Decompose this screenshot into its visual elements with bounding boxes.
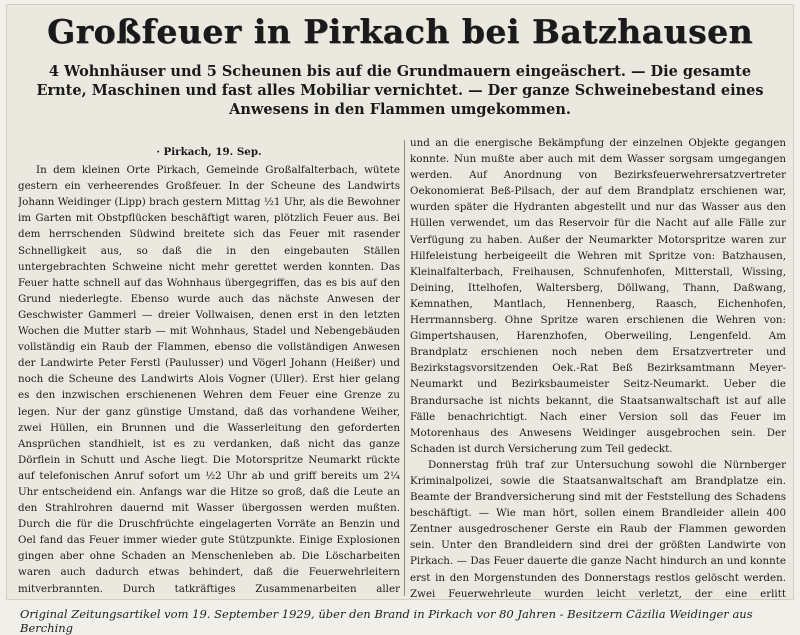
dateline: · Pirkach, 19. Sep.	[156, 146, 262, 158]
paragraph: Donnerstag früh traf zur Untersuchung sowohl die Nürnberger Kriminalpolizei, sowie die Staatsanwaltschaft am Brandplatze ein. Beamte der Brandversicherung sind mit der Feststellung des Schadens beschäftigt. — Wie man hört, sollen einem Brandleider allein 400 Zentner ausgedroschener Gerste ein Raub der Flammen geworden sein. Unter den Brandleidern sind drei der größten Landwirte von Pirkach. — Das Feuer dauerte die ganze Nacht hindurch an und konnte erst in den Morgenstunden des Donnerstags restlos gelöscht werden. Zwei Feuerwehrleute wurden leicht verletzt, der eine erlitt	[410, 458, 786, 600]
subhead-line-1: 4 Wohnhäuser und 5 Scheunen bis auf die Grundmauern eingeäschert. — Die gesamte	[48, 63, 752, 80]
subhead-line-3: Anwesens in den Flammen umgekommen.	[229, 101, 571, 118]
paragraph: In dem kleinen Orte Pirkach, Gemeinde Großalfalterbach, wütete gestern ein verheerendes Großfeuer. In der Scheune des Landwirts Johann Weidinger (Lipp) brach gestern Mittag ½1 Uhr, als die Bewohner im Garten mit Obstpflücken beschäftigt waren, plötzlich Feuer aus. Bei dem herrschenden Südwind breitete sich das Feuer mit rasender Schnelligkeit aus, so daß die in den eingebauten Ställen untergebrachten Schweine nicht mehr gerettet werden konnten. Das Feuer hatte schnell auf das Wohnhaus übergegriffen, das es bis auf den Grund niederlegte. Ebenso wurde auch das nächste Anwesen der Geschwister Gammerl — dreier Vollwaisen, denen erst in den letzten Wochen die Mutter starb — mit Wohnhaus, Stadel und Nebengebäuden vollständig ein Raub der Flammen, ebenso die vollständigen Anwesen der Landwirte Peter Ferstl (Paulusser) und Vögerl Johann (Heißer) und noch die Scheune des Landwirts Alois Vogner (Uller). Erst hier gelang es den inzwischen erschienenen Wehren dem Feuer eine Grenze zu legen. Nur der ganz günstige Umstand, daß das vorhandene Weiher, zwei Hüllen, ein Brunnen und die Wasserleitung den geforderten Ansprüchen standhielt, ist es zu verdanken, daß nicht das ganze Dörflein in Schutt und Asche liegt. Die Motorspritze Neumarkt rückte auf telefonischen Anruf sofort um ½2 Uhr ab und griff bereits um 2¼ Uhr entscheidend ein. Anfangs war die Hitze so groß, daß die Leute an den Strahlrohren dauernd mit Wasser übergossen werden mußten. Durch die für die Druschfrüchte eingelagerten Vorräte an Benzin und Oel fand das Feuer immer wieder gute Stützpunkte. Einige Explosionen gingen aber ohne Schaden an Menschenleben ab. Die Löscharbeiten waren auch dadurch etwas behindert, daß die Feuerwehrleitern mitverbrannten. Durch tatkräftiges Zusammenarbeiten aller	[18, 164, 400, 595]
paragraph: und an die energische Bekämpfung der einzelnen Objekte gegangen konnte. Nun mußte aber auch mit dem Wasser sorgsam umgegangen werden. Auf Anordnung von Bezirksfeuerwehrersatzvertreter Oekonomierat Beß-Pilsach, der auf dem Brandplatz erschienen war, wurden später die Hydranten abgestellt und nur das Wasser aus den Hüllen verwendet, um das Reservoir für die Nacht auf alle Fälle zur Verfügung zu haben. Außer der Neumarkter Motorspritze waren zur Hilfeleistung herbeigeeilt die Wehren mit Spritze von: Batzhausen, Kleinalfalterbach, Freihausen, Schnufenhofen, Mitterstall, Wissing, Deining, Ittelhofen, Waltersberg, Döllwang, Thann, Daßwang, Kemnathen, Mantlach, Hennenberg, Raasch, Eichenhofen, Herrmannsberg. Ohne Spritze waren erschienen die Wehren von: Gimpertshausen, Harenzhofen, Oberweiling, Lengenfeld. Am Brandplatz erschienen noch neben dem Ersatzvertreter und Bezirkstagsvorsitzenden Oek.-Rat Beß Bezirksamtmann Meyer-Neumarkt und Bezirksbaumeister Seitz-Neumarkt. Ueber die Brandursache ist nichts bekannt, die Staatsanwaltschaft ist auf alle Fälle benachrichtigt. Nach einer Version soll das Feuer im Motorenhaus des Anwesens Weidinger ausgebrochen sein. Der Schaden ist durch Versicherung zum Teil gedeckt.	[410, 137, 786, 455]
subhead-line-2: Ernte, Maschinen und fast alles Mobiliar vernichtet. — Der ganze Schweinebestand eines	[36, 82, 764, 99]
column-divider	[404, 140, 405, 596]
headline: Großfeuer in Pirkach bei Batzhausen	[46, 12, 754, 51]
image-caption: Original Zeitungsartikel vom 19. September 1929, über den Brand in Pirkach vor 80 Jahren - Besitzern Cäzilia Weidinger aus Berching	[20, 607, 753, 635]
article-column-right	[410, 135, 786, 600]
newspaper-clipping	[6, 4, 794, 600]
article-column-left	[18, 144, 400, 600]
subheadline	[14, 62, 786, 119]
